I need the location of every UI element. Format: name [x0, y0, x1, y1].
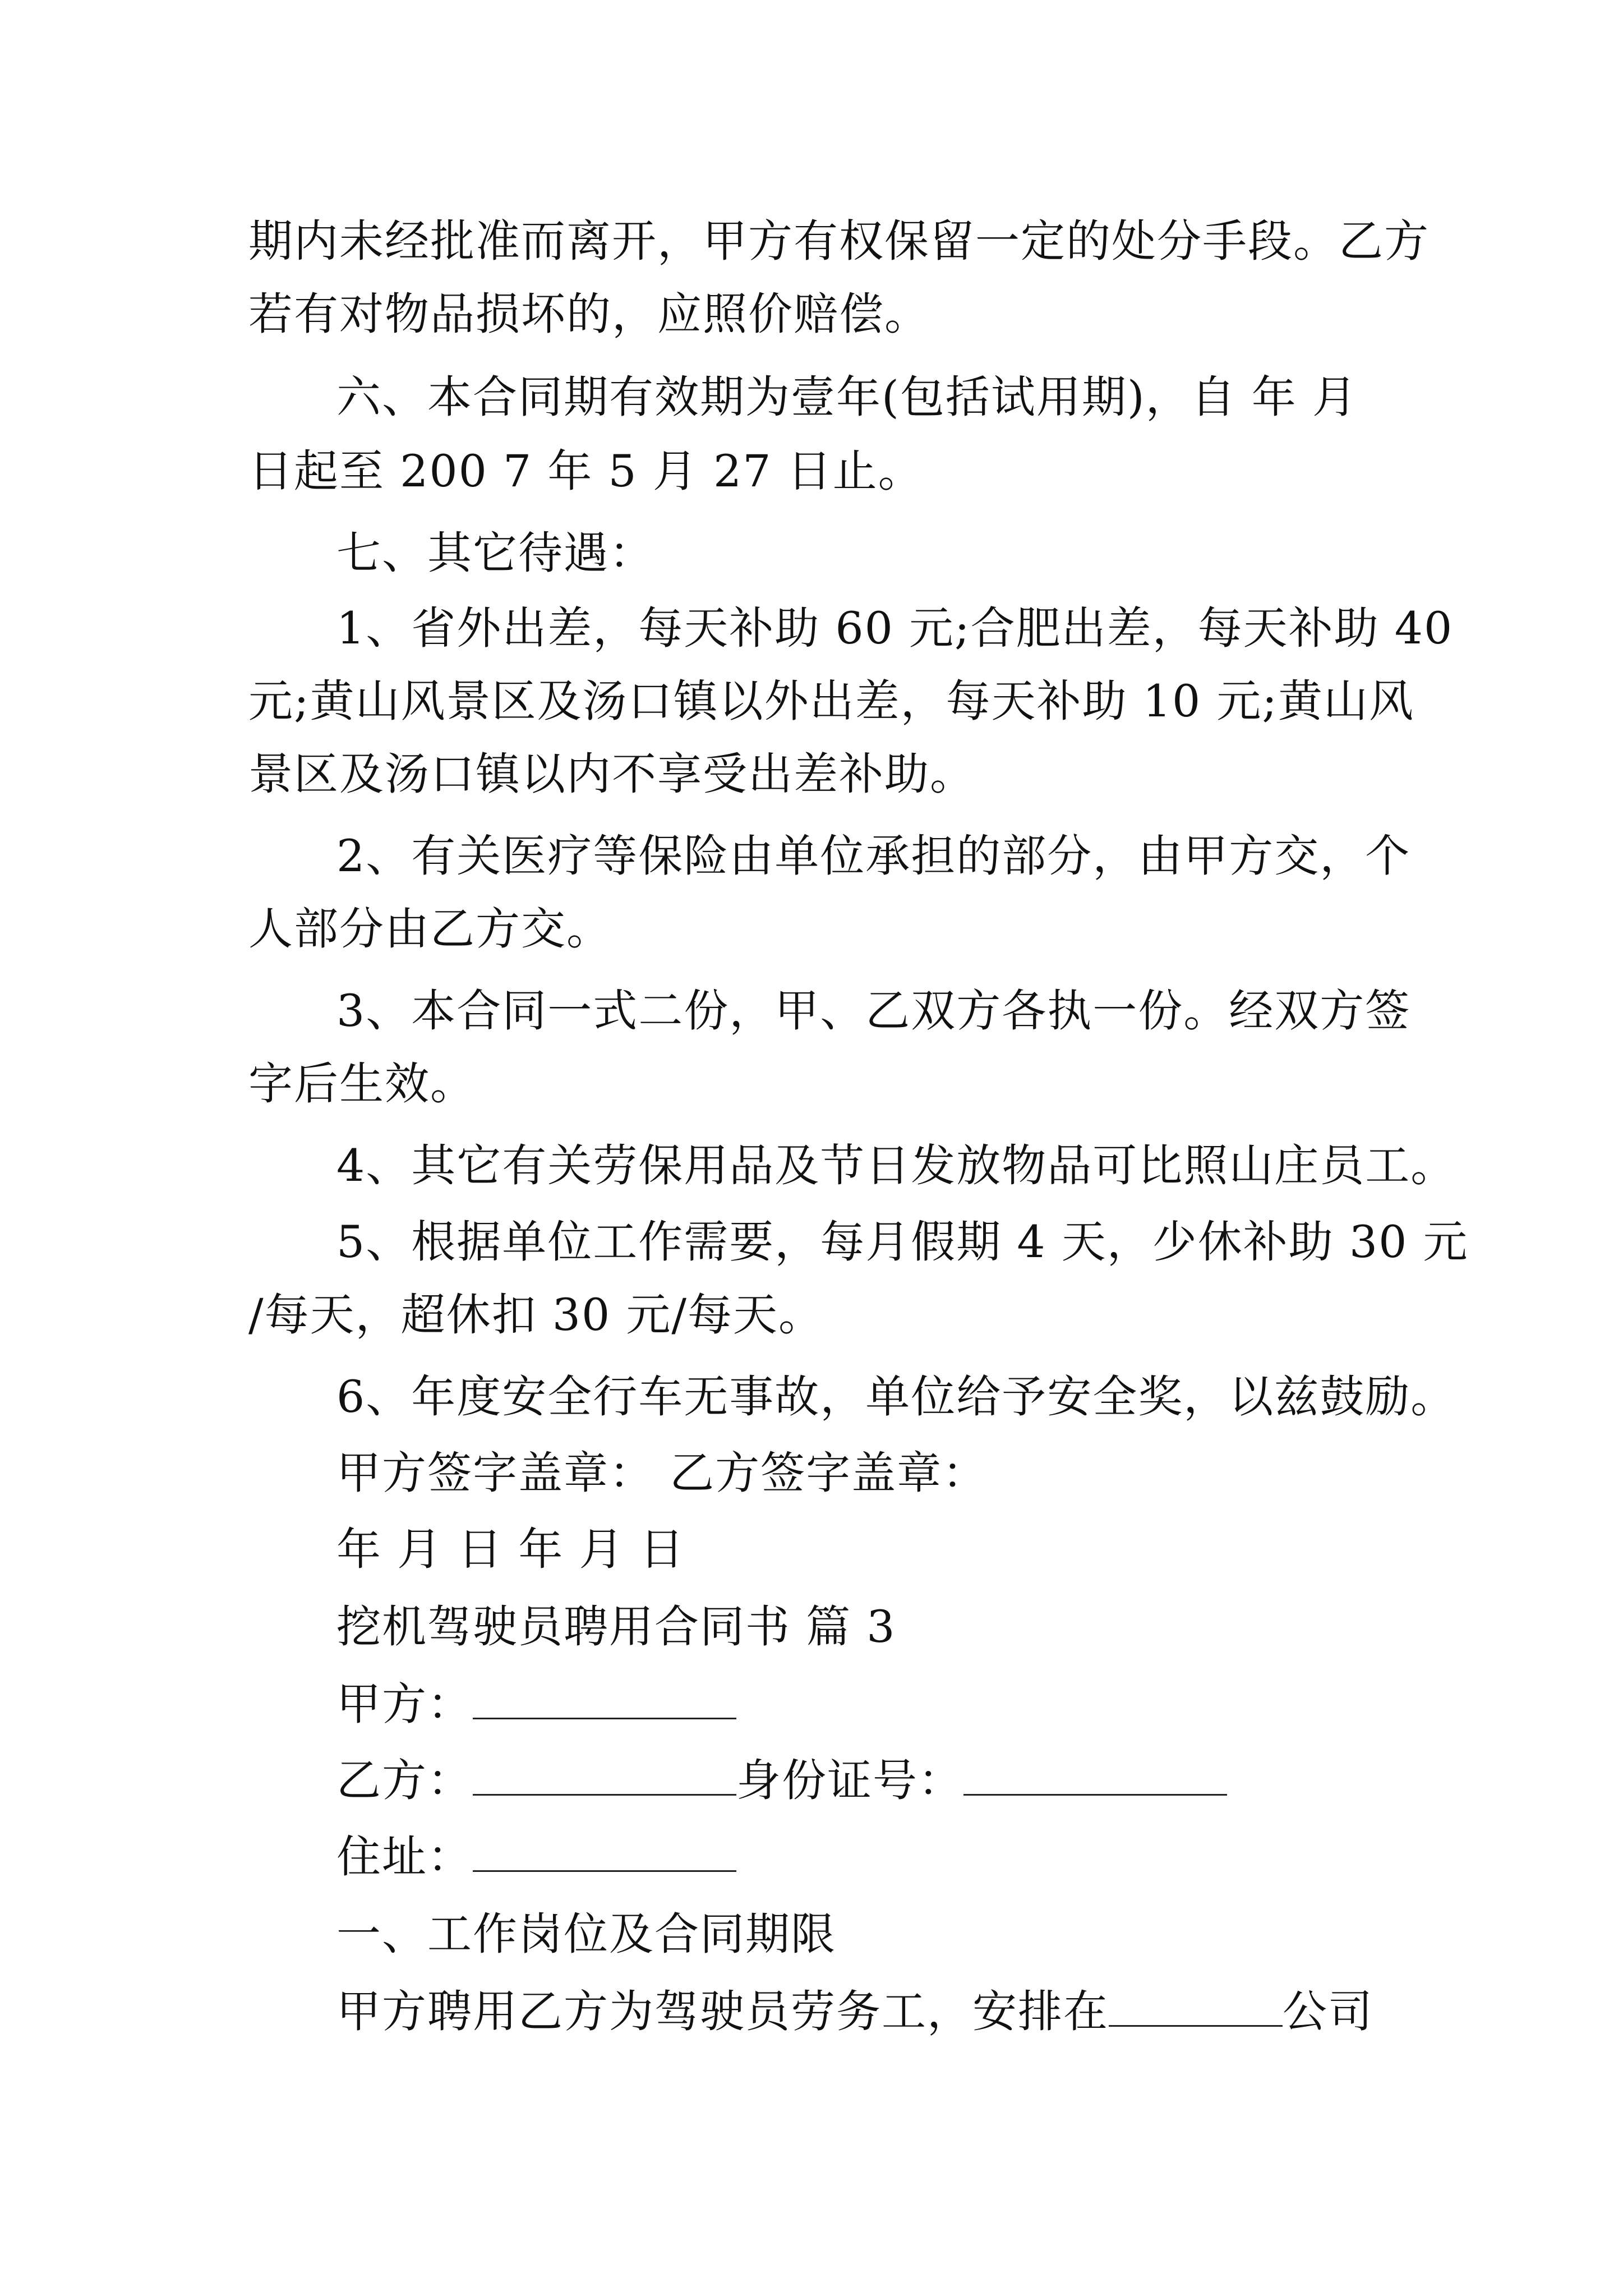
paragraph-line: 3、本合同一式二份，甲、乙双方各执一份。经双方签 [336, 985, 1411, 1037]
address-row [336, 1829, 1481, 1890]
paragraph-line: 七、其它待遇： [336, 527, 654, 579]
signature-line: 甲方签字盖章： 乙方签字盖章： [336, 1447, 988, 1499]
paragraph-line: 期内未经批准而离开，甲方有权保留一定的处分手段。乙方 [248, 215, 1430, 267]
address-label: 住址： [336, 1831, 473, 1883]
paragraph-line: 2、有关医疗等保险由单位承担的部分，由甲方交，个 [336, 830, 1411, 882]
paragraph-line: 日起至 200 7 年 5 月 27 日止。 [248, 445, 924, 497]
paragraph-line: 人部分由乙方交。 [248, 903, 612, 955]
company-blank[interactable] [1109, 1986, 1283, 2027]
paragraph-line: 6、年度安全行车无事故，单位给予安全奖，以兹鼓励。 [336, 1371, 1456, 1423]
assignment-suffix: 公司 [1283, 1986, 1373, 2037]
paragraph-line: 5、根据单位工作需要，每月假期 4 天，少休补助 30 元 [336, 1216, 1469, 1268]
paragraph-line: 4、其它有关劳保用品及节日发放物品可比照山庄员工。 [336, 1140, 1456, 1191]
date-line: 年 月 日 年 月 日 [336, 1524, 685, 1575]
id-number-blank[interactable] [963, 1755, 1227, 1796]
paragraph-line: 1、省外出差，每天补助 60 元;合肥出差，每天补助 40 [336, 602, 1454, 654]
id-number-label: 身份证号： [736, 1755, 963, 1806]
paragraph-line: 元;黄山风景区及汤口镇以外出差，每天补助 10 元;黄山风 [248, 675, 1414, 727]
contract-title: 挖机驾驶员聘用合同书 篇 3 [336, 1601, 896, 1653]
party-a-label: 甲方： [336, 1678, 473, 1730]
address-blank[interactable] [473, 1831, 736, 1872]
paragraph-line: 六、本合同期有效期为壹年(包括试用期)，自 年 月 [336, 371, 1358, 423]
party-b-row [336, 1752, 1481, 1814]
assignment-row [336, 1984, 1481, 2045]
party-b-blank[interactable] [473, 1755, 736, 1796]
paragraph-line: 若有对物品损坏的，应照价赔偿。 [248, 288, 930, 340]
party-a-row [336, 1676, 1481, 1738]
section-heading: 一、工作岗位及合同期限 [336, 1908, 836, 1960]
party-a-blank[interactable] [473, 1678, 736, 1719]
paragraph-line: /每天，超休扣 30 元/每天。 [248, 1289, 824, 1341]
party-b-label: 乙方： [336, 1755, 473, 1806]
paragraph-line: 景区及汤口镇以内不享受出差补助。 [248, 748, 975, 800]
assignment-text: 甲方聘用乙方为驾驶员劳务工，安排在 [336, 1986, 1109, 2037]
paragraph-line: 字后生效。 [248, 1058, 476, 1110]
